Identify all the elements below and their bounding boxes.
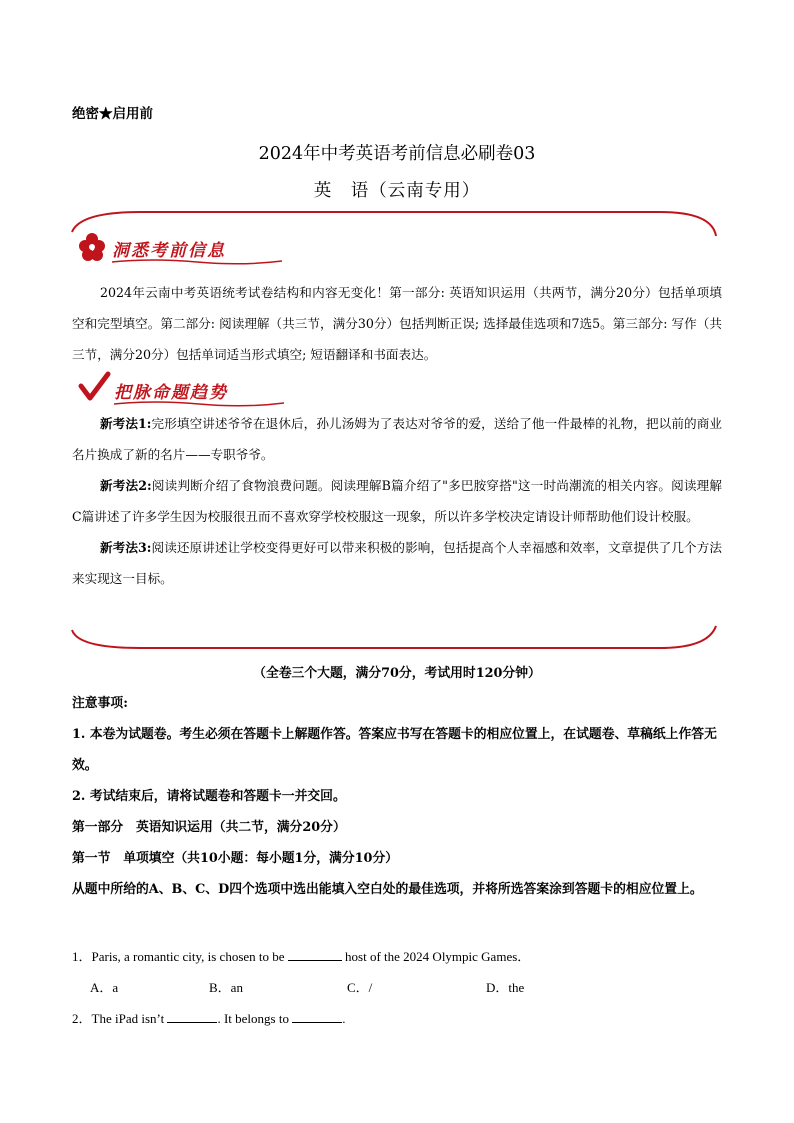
check-mark-icon <box>78 370 112 404</box>
option-a: A．a <box>90 980 119 995</box>
part-1-heading: 第一部分 英语知识运用（共二节，满分20分） <box>72 820 346 835</box>
exam-info-paragraph <box>72 277 722 370</box>
note-2: 2. 考试结束后，请将试题卷和答题卡一并交回。 <box>72 789 346 804</box>
answer-blank <box>167 1011 217 1023</box>
question-stem-middle: . It belongs to <box>217 1011 289 1026</box>
exam-info-text: 2024年云南中考英语统考试卷结构和内容无变化！第一部分: 英语知识运用（共两节，满分20分）包括单项填空和完型填空。第二部分: 阅读理解（共三节，满分30分）包括判断正误; 选择最佳选项和7选5。第三部分: 写作（共三节，满分20分）包括单词适当形式填空; 短语翻译和书面表达。 <box>72 285 722 362</box>
answer-blank <box>288 949 342 961</box>
confidential-mark: 绝密★启用前 <box>72 106 153 122</box>
trend-item-1 <box>72 408 722 470</box>
banner-underline <box>114 400 284 408</box>
paper-title: 2024年中考英语考前信息必刷卷03 <box>258 144 536 164</box>
question-stem-start: Paris, a romantic city, is chosen to be <box>91 949 285 964</box>
trend-item-label: 新考法1: <box>100 416 152 431</box>
question-stem-start: The iPad isn’t <box>91 1011 165 1026</box>
question-number: 2． <box>72 1011 92 1026</box>
question-2 <box>72 1008 345 1027</box>
option-d: D．the <box>486 980 525 995</box>
banner-trend-text: 把脉命题趋势 <box>114 383 228 403</box>
answer-blank <box>292 1011 342 1023</box>
exam-summary: （全卷三个大题，满分70分，考试用时120分钟） <box>253 666 541 681</box>
trend-item-text: 阅读还原讲述让学校变得更好可以带来积极的影响，包括提高个人幸福感和效率，文章提供了几个方法来实现这一目标。 <box>72 540 722 586</box>
banner-exam-info-text: 洞悉考前信息 <box>112 241 226 261</box>
question-stem-end: . <box>342 1011 346 1026</box>
trend-paragraphs <box>72 408 722 594</box>
trend-item-text: 完形填空讲述爷爷在退休后，孙儿汤姆为了表达对爷爷的爱，送给了他一件最棒的礼物，把以前的商业名片换成了新的名片——专职爷爷。 <box>72 416 722 462</box>
option-b: B．an <box>209 980 243 995</box>
option-c: C．/ <box>347 980 373 995</box>
banner-underline <box>112 258 282 266</box>
section-1-instruction: 从题中所给的A、B、C、D四个选项中选出能填入空白处的最佳选项，并将所选答案涂到答题卡的相应位置上。 <box>72 882 703 897</box>
question-1 <box>72 946 530 965</box>
trend-item-label: 新考法3: <box>100 540 152 555</box>
trend-item-text: 阅读判断介绍了食物浪费问题。阅读理解B篇介绍了"多巴胺穿搭"这一时尚潮流的相关内容。阅读理解C篇讲述了许多学生因为校服很丑而不喜欢穿学校校服这一现象，所以许多学校决定请设计师帮助他们设计校服。 <box>72 478 722 524</box>
banner-trend <box>78 374 278 404</box>
question-stem-end: host of the 2024 Olympic Games． <box>345 949 531 964</box>
exam-instructions <box>72 688 722 905</box>
note-1: 1. 本卷为试题卷。考生必须在答题卡上解题作答。答案应书写在答题卡的相应位置上，在试题卷、草稿纸上作答无效。 <box>72 727 717 773</box>
notes-title: 注意事项: <box>72 696 128 711</box>
section-1-heading: 第一节 单项填空（共10小题：每小题1分，满分10分） <box>72 851 399 866</box>
paper-subtitle: 英 语（云南专用） <box>313 181 481 201</box>
frame-bottom-curve <box>72 626 716 648</box>
banner-exam-info <box>78 232 278 262</box>
trend-item-3 <box>72 532 722 594</box>
question-number: 1． <box>72 949 92 964</box>
trend-item-label: 新考法2: <box>100 478 152 493</box>
flower-icon <box>78 232 106 262</box>
trend-item-2 <box>72 470 722 532</box>
